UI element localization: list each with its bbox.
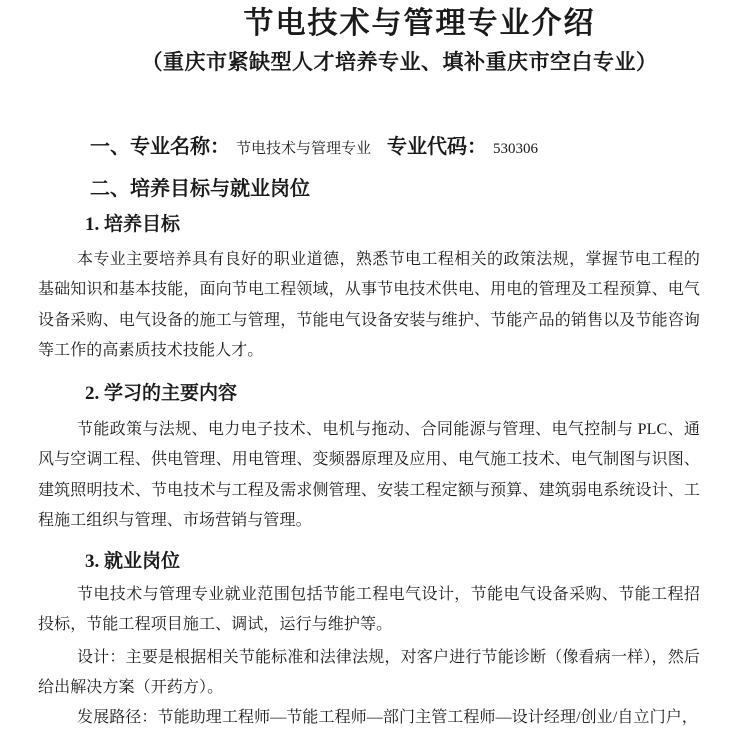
document-subtitle: （重庆市紧缺型人才培养专业、填补重庆市空白专业） — [141, 50, 658, 74]
document-body — [0, 133, 739, 733]
design-role-paragraph: 设计：主要是根据相关节能标准和法律法规，对客户进行节能诊断（像看病一样），然后给出解决方案（开药方）。 — [38, 648, 700, 696]
major-code-label: 专业代码： — [387, 136, 488, 158]
subsection-1-title: 1. 培养目标 — [85, 213, 181, 235]
study-content-paragraph: 节能政策与法规、电力电子技术、电机与拖动、合同能源与管理、电气控制与 PLC、通风与空调工程、供电管理、用电管理、变频器原理及应用、电气施工技术、电气制图与识图、建筑照明技术、节电技术与工程及需求侧管理、安装工程定额与预算、建筑弱电系统设计、工程施工组织与管理、市场营销与管理。 — [38, 420, 700, 529]
employment-scope-paragraph: 节电技术与管理专业就业范围包括节能工程电气设计，节能电气设备采购、节能工程招投标，节能工程项目施工、调试，运行与维护等。 — [38, 585, 700, 634]
subsection-2-title: 2. 学习的主要内容 — [85, 383, 238, 405]
section-2-heading: 二、培养目标与就业岗位 — [90, 178, 310, 200]
major-code-value: 530306 — [493, 141, 539, 157]
major-name-label: 一、专业名称： — [90, 136, 230, 158]
training-goal-paragraph: 本专业主要培养具有良好的职业道德，熟悉节电工程相关的政策法规，掌握节电工程的基础知识和基本技能，面向节电工程领域，从事节电技术供电、用电的管理及工程预算、电气设备采购、电气设备的施工与管理，节能电气设备安装与维护、节能产品的销售以及节能咨询等工作的高素质技术技能人才。 — [38, 251, 700, 359]
major-name-value: 节电技术与管理专业 — [236, 141, 372, 157]
document-title: 节电技术与管理专业介绍 — [243, 7, 596, 40]
career-path-paragraph: 发展路径：节能助理工程师—节能工程师—部门主管工程师—设计经理/创业/自立门户， — [77, 709, 698, 727]
section-1-heading-line — [90, 133, 700, 163]
subsection-3-title: 3. 就业岗位 — [85, 551, 181, 573]
